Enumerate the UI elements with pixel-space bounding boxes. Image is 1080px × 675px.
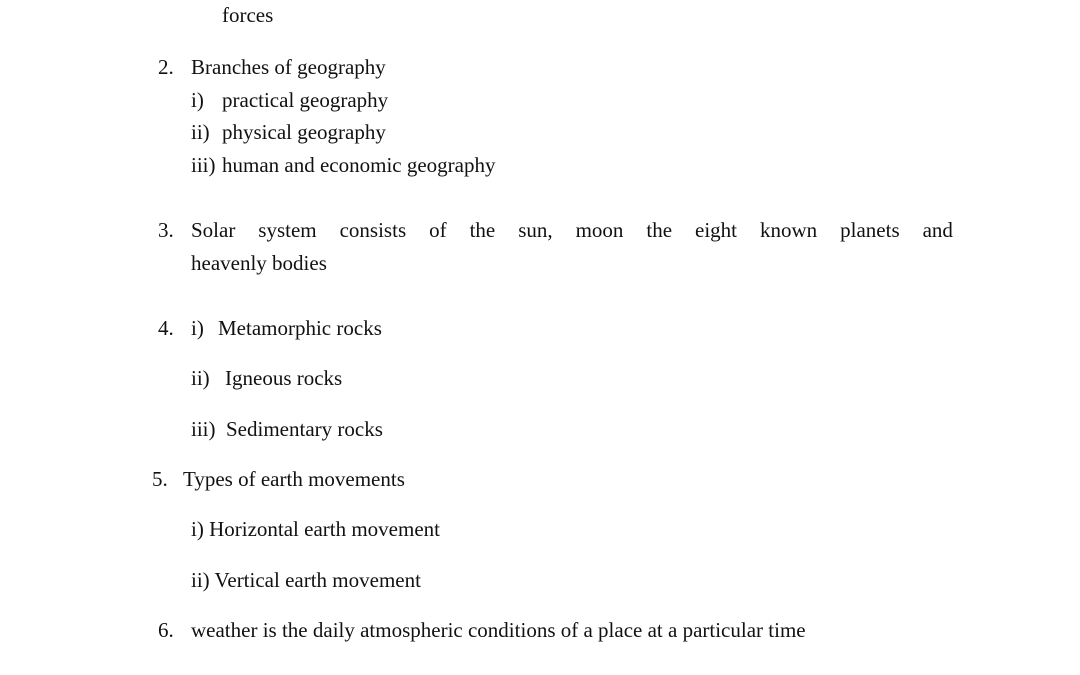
solar-system-line-1 (191, 220, 953, 241)
branch-physical: physical geography (222, 120, 386, 144)
solar-word: system (258, 218, 317, 242)
solar-word: consists (339, 218, 407, 242)
movements-heading: Types of earth movements (183, 467, 405, 491)
rock-marker-3: iii) (191, 417, 216, 441)
solar-word: the (646, 218, 673, 242)
rock-sedimentary: Sedimentary rocks (226, 417, 383, 441)
movement-vertical: ii) Vertical earth movement (191, 568, 421, 592)
solar-word: eight (695, 218, 738, 242)
solar-word: the (469, 218, 496, 242)
solar-system-line-2: heavenly bodies (191, 251, 327, 275)
forces-text: forces (222, 3, 274, 27)
branch-human-economic: human and economic geography (222, 153, 496, 177)
movement-horizontal: i) Horizontal earth movement (191, 517, 440, 541)
item-number-6: 6. (158, 618, 174, 642)
solar-word: and (922, 218, 953, 242)
solar-word: moon (575, 218, 624, 242)
solar-word: known (760, 218, 818, 242)
solar-word: planets (840, 218, 900, 242)
item-number-4: 4. (158, 316, 174, 340)
rock-marker-1: i) (191, 316, 204, 340)
rock-igneous: Igneous rocks (225, 366, 343, 390)
branch-marker-1: i) (191, 88, 204, 112)
item-number-3: 3. (158, 218, 174, 242)
item-number-5: 5. (152, 467, 168, 491)
rock-marker-2: ii) (191, 366, 210, 390)
solar-word: Solar (191, 218, 236, 242)
item-number-2: 2. (158, 55, 174, 79)
solar-word: sun, (518, 218, 553, 242)
solar-word: of (429, 218, 447, 242)
weather-definition: weather is the daily atmospheric conditions of a place at a particular time (191, 618, 806, 642)
branches-heading: Branches of geography (191, 55, 386, 79)
branch-practical: practical geography (222, 88, 389, 112)
branch-marker-2: ii) (191, 120, 210, 144)
branch-marker-3: iii) (191, 153, 216, 177)
rock-metamorphic: Metamorphic rocks (218, 316, 382, 340)
